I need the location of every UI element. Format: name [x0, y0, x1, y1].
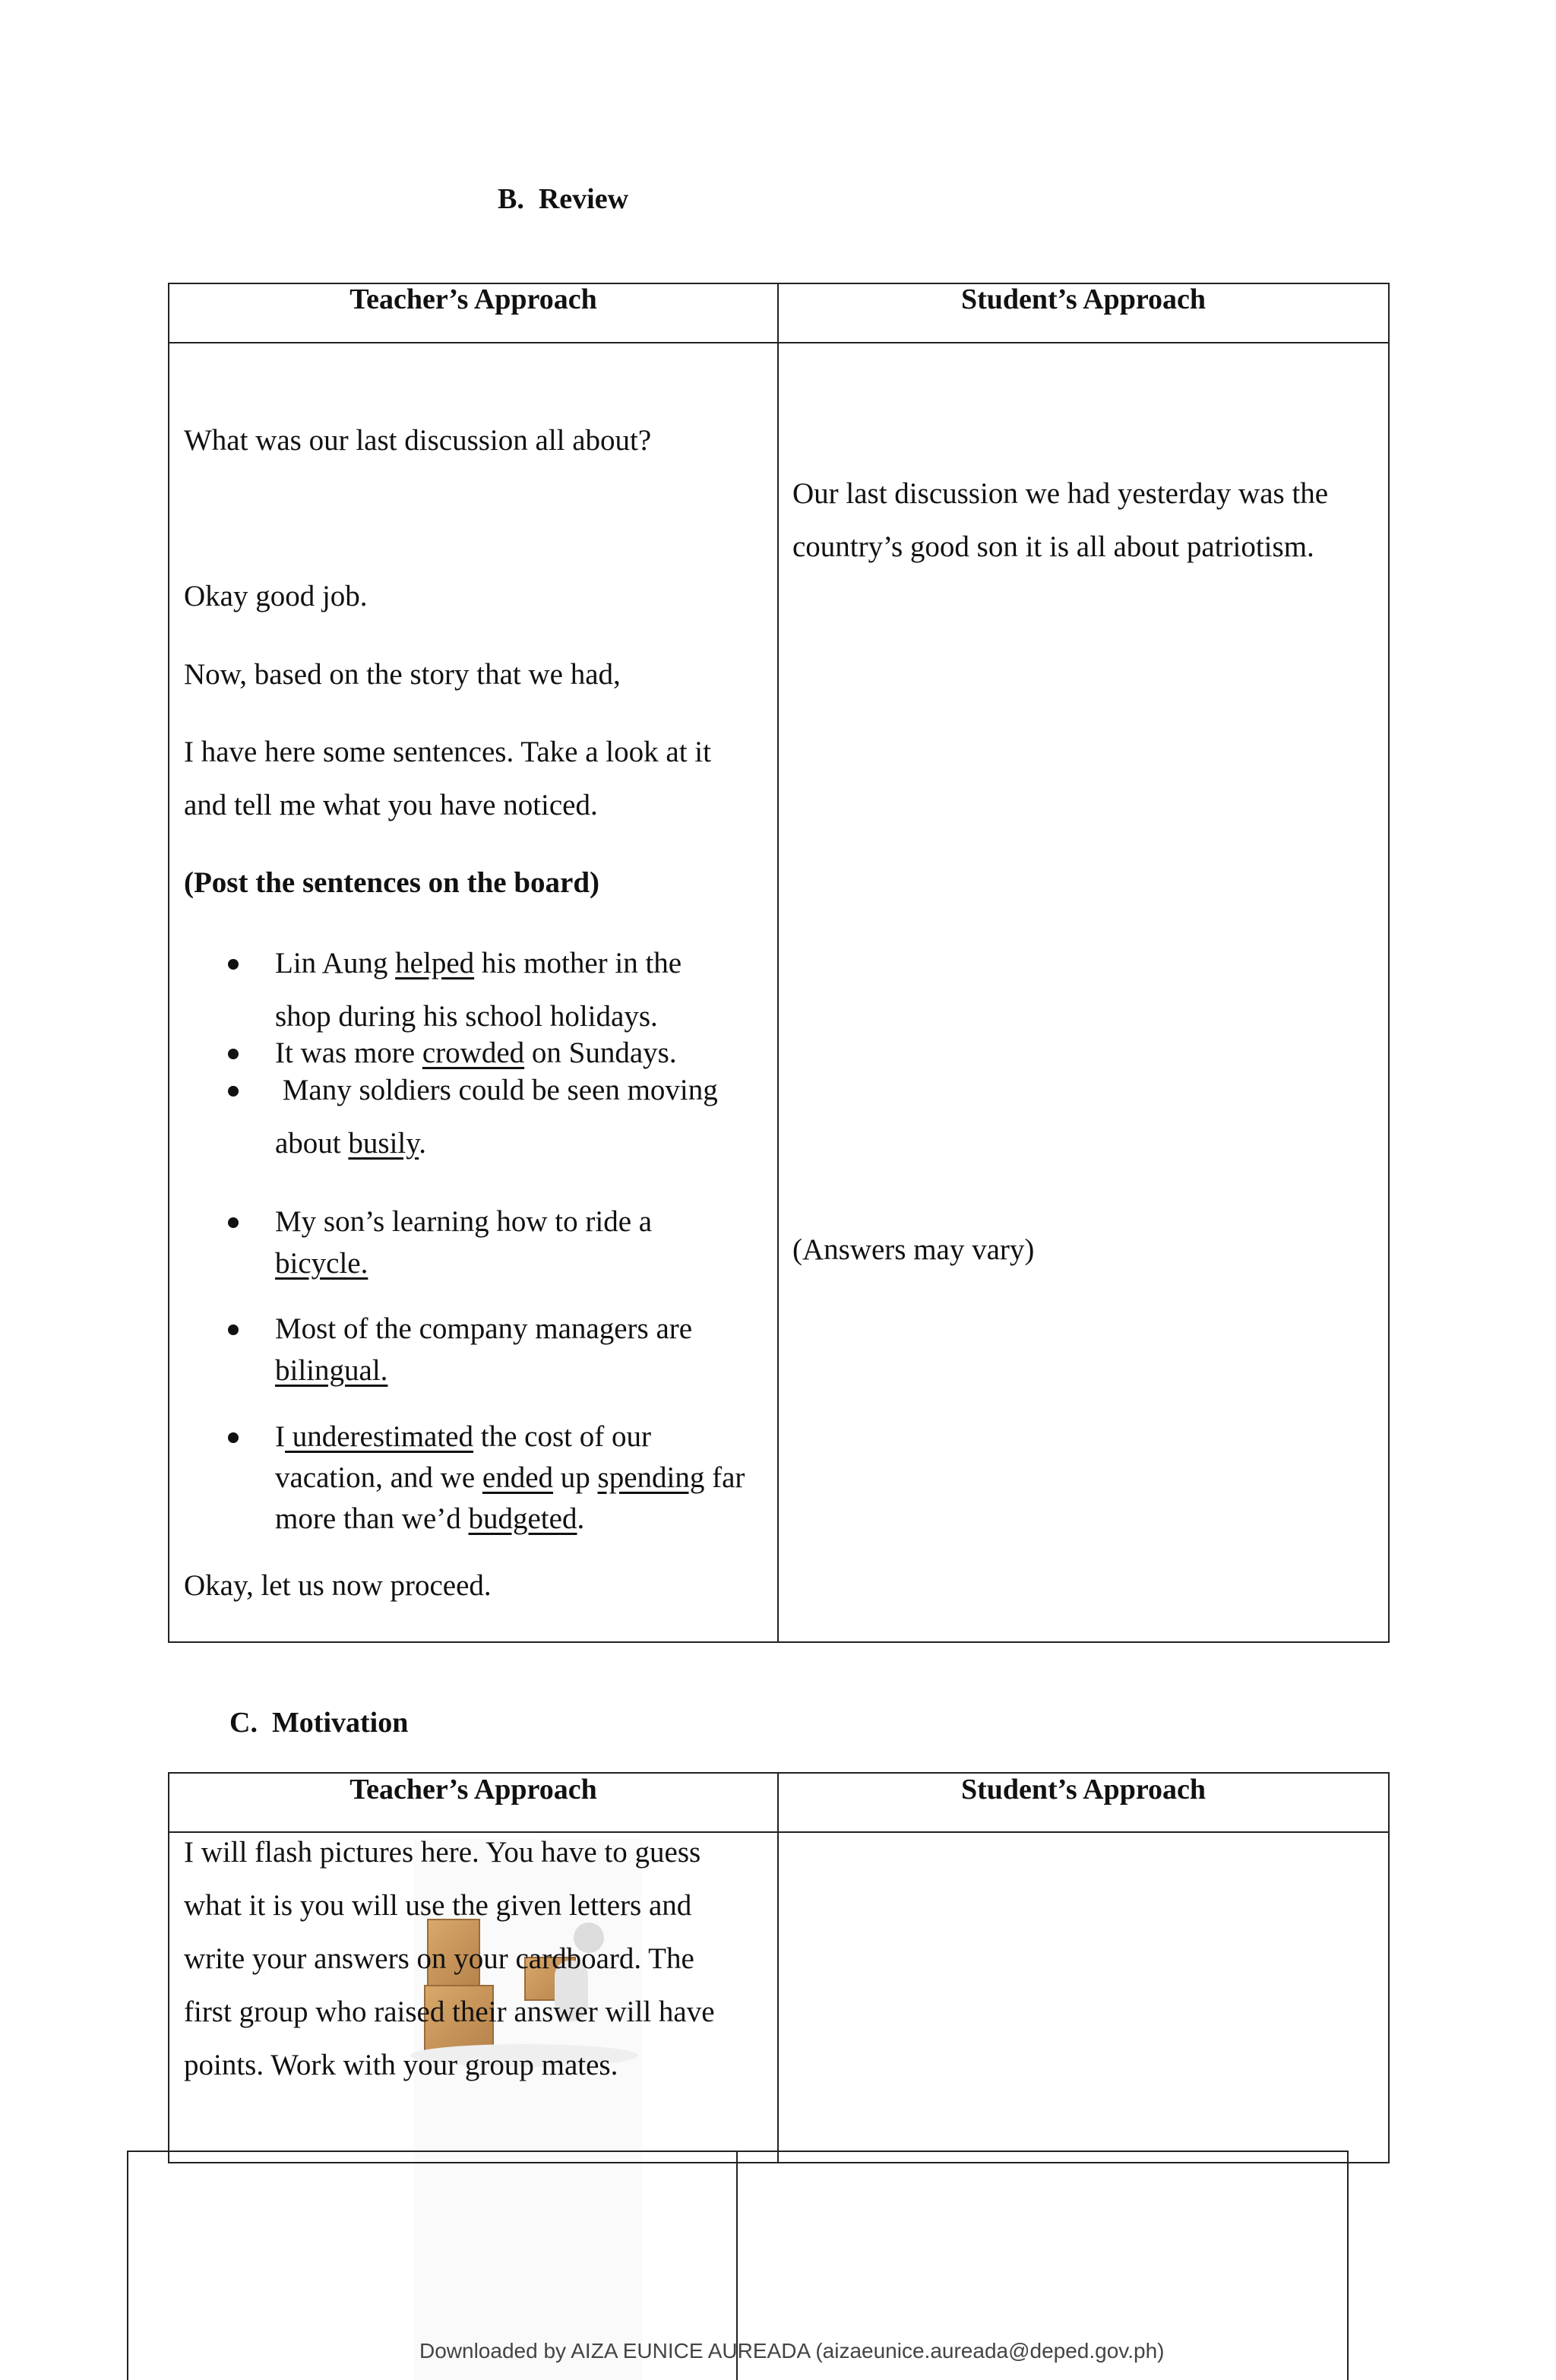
motivation-line: points. Work with your group mates.	[184, 2049, 618, 2081]
sentence-3-line-1: Many soldiers could be seen moving	[275, 1074, 718, 1106]
teacher-now: Now, based on the story that we had,	[184, 658, 621, 691]
sentence-5-line-2: bilingual.	[275, 1354, 388, 1387]
bullet-icon	[228, 1432, 239, 1443]
sentence-4-line-1: My son’s learning how to ride a	[275, 1205, 653, 1238]
motivation-header-student: Student’s Approach	[960, 1774, 1207, 1806]
review-header-student: Student’s Approach	[960, 283, 1207, 315]
motivation-header-teacher: Teacher’s Approach	[349, 1774, 597, 1806]
teacher-proceed: Okay, let us now proceed.	[184, 1569, 492, 1602]
motivation-line: what it is you will use the given letters and	[184, 1889, 692, 1922]
download-footer: Downloaded by AIZA EUNICE AUREADA (aizaeunice.aureada@deped.gov.ph)	[419, 2339, 1165, 2363]
motivation-line: I will flash pictures here. You have to guess	[184, 1836, 701, 1869]
teacher-good-job: Okay good job.	[184, 580, 368, 612]
sentence-6-line-2: vacation, and we ended up spending far	[275, 1461, 745, 1494]
bullet-icon	[228, 1217, 239, 1228]
sentence-3-line-2: about busily.	[275, 1127, 426, 1160]
sentence-1-line-1: Lin Aung helped his mother in the	[275, 947, 682, 980]
motivation-line: first group who raised their answer will have	[184, 1995, 715, 2028]
sentence-6-line-1: I underestimated the cost of our	[275, 1420, 651, 1453]
sentence-5-line-1: Most of the company managers are	[275, 1312, 693, 1345]
student-answer-line-1: Our last discussion we had yesterday was the	[792, 477, 1329, 510]
teacher-sentences-2: and tell me what you have noticed.	[184, 789, 598, 821]
bullet-icon	[228, 1325, 239, 1335]
motivation-line: write your answers on your cardboard. The	[184, 1942, 694, 1975]
teacher-sentences-1: I have here some sentences. Take a look at it	[184, 736, 711, 768]
bullet-icon	[228, 1086, 239, 1097]
review-heading: B. Review	[498, 183, 629, 215]
student-answer-line-2: country’s good son it is all about patriotism.	[792, 530, 1314, 563]
sentence-1-line-2: shop during his school holidays.	[275, 1000, 658, 1033]
bullet-icon	[228, 1049, 239, 1059]
sentence-6-line-3: more than we’d budgeted.	[275, 1502, 585, 1535]
sentence-2: It was more crowded on Sundays.	[275, 1037, 677, 1069]
sentence-4-line-2: bicycle.	[275, 1247, 368, 1280]
teacher-post-instruction: (Post the sentences on the board)	[184, 866, 600, 899]
teacher-question: What was our last discussion all about?	[184, 424, 652, 457]
bullet-icon	[228, 959, 239, 970]
review-header-teacher: Teacher’s Approach	[349, 283, 597, 315]
student-answers-vary: (Answers may vary)	[792, 1233, 1035, 1266]
motivation-heading: C. Motivation	[229, 1707, 409, 1739]
